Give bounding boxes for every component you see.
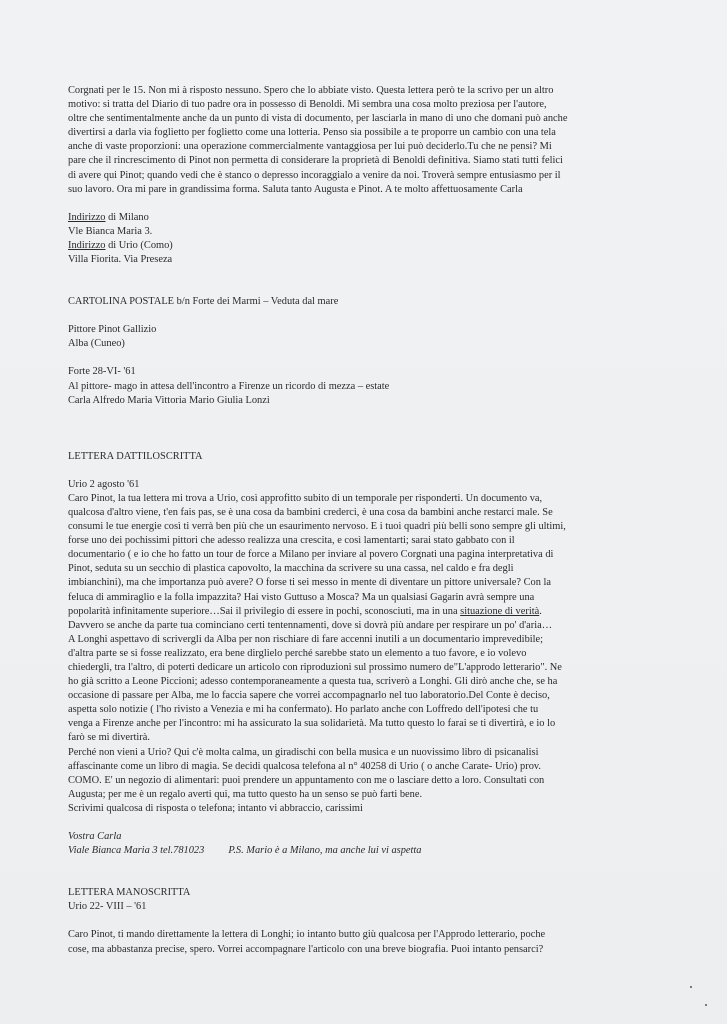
postcard-date: Forte 28-VI- '61: [68, 366, 136, 378]
verita-pre: popolarità infinitamente superiore…Sai il privilegio di essere in pochi, sconosciuti, ma in una: [68, 605, 461, 617]
verita-underlined: situazione di verità: [460, 605, 540, 617]
typed-letter-line: aspetta solo notizie ( l'ho rivisto a Venezia e mi ha confermato). Ho parlato anche con Loffredo dell'ipotesi che tu: [68, 704, 539, 716]
postcard-recipient-city: Alba (Cuneo): [68, 338, 125, 350]
address-urio-street: Villa Fiorita. Via Preseza: [68, 254, 173, 266]
typed-letter-line: Davvero se anche da parte tua cominciano certi tentennamenti, dove si dovrà più andare per respirare un po' d'aria…: [68, 619, 553, 631]
letter-1-line: motivo: si tratta del Diario di tuo padre ora in possesso di Benoldi. Mi sembra una cosa molto preziosa per l'autore,: [68, 99, 547, 111]
letter-1-line: Corgnati per le 15. Non mi à risposto nessuno. Spero che lo abbiate visto. Questa lettera però te la scrivo per un altro: [68, 85, 554, 96]
typed-letter-line: qualcosa d'altro viene, t'en fais pas, se è una cosa da bambini crederci, è una cosa da bambini anche restarci male. Se: [68, 506, 553, 518]
postcard-recipient-name: Pittore Pinot Gallizio: [68, 324, 157, 336]
typed-letter-address-ps: [68, 844, 677, 858]
typed-letter-body-a: [68, 492, 677, 605]
typed-letter-line: A Longhi aspettavo di scrivergli da Alba per non rischiare di fare accenni inutili a un documentario imprevedibile;: [68, 633, 544, 645]
letter-1-line: divertirsi a darla via foglietto per foglietto come una lotteria. Penso sia possibile a te proporre un cambio con una tela: [68, 127, 556, 139]
typed-letter-line: chiedergli, tra l'altro, di poterti dedicare un articolo con riproduzioni sul prossimo numero de"L'approdo letterario". Ne: [68, 662, 562, 673]
typed-letter-line: forse uno dei pochissimi pittori che adesso realizza una crescita, e così lamentarti; sarai stato gabbato con il: [68, 535, 515, 547]
address-label-urio: Indirizzo: [68, 239, 106, 251]
handwritten-letter-body: [68, 928, 677, 956]
address-urio: [68, 239, 677, 253]
typed-letter-line: ho già scritto a Leone Piccioni; adesso contemporaneamente a questa tua, scriverò a Longhi. Gli dirò anche che, se ha: [68, 676, 558, 688]
address-milano: [68, 211, 677, 225]
paper-speck: [690, 986, 692, 988]
address-label-milano-rest: di Milano: [105, 211, 149, 223]
typed-letter-address: Viale Bianca Maria 3 tel.781023: [68, 845, 205, 857]
typed-letter-date: Urio 2 agosto '61: [68, 478, 140, 490]
typed-letter-line: Augusta; per me è un regalo averti qui, ma tutto questo ha un senso se può farti bene.: [68, 788, 423, 800]
handwritten-letter-date: Urio 22- VIII – '61: [68, 901, 147, 913]
verita-post: .: [539, 605, 542, 617]
handwritten-letter-section: [68, 886, 677, 956]
address-block: [68, 211, 677, 267]
typed-letter-line: farò se mi divertirà.: [68, 732, 150, 744]
typed-letter-heading: LETTERA DATTILOSCRITTA: [68, 450, 203, 462]
typed-letter-postscript: P.S. Mario è a Milano, ma anche lui vi aspetta: [228, 845, 422, 857]
typed-letter-line: COMO. E' un negozio di alimentari: puoi prendere un appuntamento con me o lasciare detto a loro. Consultati con: [68, 774, 545, 786]
typed-letter-section: [68, 450, 677, 859]
typed-letter-line: occasione di passare per Alba, me lo faccia sapere che vorrei accompagnarlo nel tuo laboratorio.Del Conte è deciso,: [68, 690, 550, 702]
handwritten-letter-heading: LETTERA MANOSCRITTA: [68, 887, 191, 899]
typed-letter-line: feluca di ammiraglio e la folla impazzita? Hai visto Guttuso a Mosca? Ma un qualsiasi Gagarin avrà sempre una: [68, 591, 535, 603]
typed-letter-line: Pinot, seduta su un secchio di plastica capovolto, la macchina da scrivere su una cassa, nel caldo e fra degli: [68, 563, 514, 575]
typed-letter-signature: Vostra Carla: [68, 831, 122, 843]
typed-letter-line: venga a Firenze anche per l'incontro: mi ha assicurato la sua solidarietà. Ma tutto questo lo farai se ti divertirà, e io lo: [68, 718, 556, 730]
typed-letter-line: consumi le tue energie così ti verrà ben più che un esaurimento nervoso. E i tuoi quadri più belli sono sempre gli ultimi,: [68, 521, 566, 533]
typed-letter-body-c: [68, 619, 677, 816]
handwritten-letter-line: Caro Pinot, ti mando direttamente la lettera di Longhi; io intanto butto giù qualcosa per l'Approdo letterario, poche: [68, 929, 546, 941]
address-label-milano: Indirizzo: [68, 211, 106, 223]
letter-1-line: di avere qui Pinot; quando vedi che è stanco o depresso incoraggialo a venire da noi. Troverà sempre entusiasmo per il: [68, 169, 561, 181]
letter-1-line: oltre che sentimentalmente anche da un punto di vista di documento, per lasciarla in mano di uno che domani può anche: [68, 113, 568, 125]
typed-letter-line: documentario ( e io che ho fatto un tour de force a Milano per inviare al povero Corgnati una pagina interpretativa di: [68, 549, 554, 561]
postcard-section: [68, 295, 677, 408]
letter-1-body: [68, 84, 677, 197]
address-milano-street: Vle Bianca Maria 3.: [68, 225, 153, 237]
postcard-signatures: Carla Alfredo Maria Vittoria Mario Giulia Lonzi: [68, 394, 270, 406]
typed-letter-line: Scrivimi qualcosa di risposta o telefona; intanto vi abbraccio, carissimi: [68, 802, 363, 814]
typed-letter-line: affascinante come un libro di magia. Se decidi qualcosa telefona al n° 40258 di Urio ( o anche Carate- Urio) prov.: [68, 760, 542, 772]
letter-1-line: pare che il rincrescimento di Pinot non permetta di considerare la proprietà di Benoldi definitiva. Siamo stati tutti felici: [68, 155, 563, 167]
postcard-message: Al pittore- mago in attesa dell'incontro a Firenze un ricordo di mezza – estate: [68, 380, 390, 392]
paper-speck: [705, 1004, 707, 1006]
typed-letter-line: imbianchini), ma che importanza può avere? O forse ti sei messo in mente di diventare un pittore universale? Con la: [68, 577, 552, 589]
typed-letter-line: Caro Pinot, la tua lettera mi trova a Urio, così approfitto subito di un temporale per risponderti. Un documento va,: [68, 492, 543, 504]
letter-1-line: anche di vaste proporzioni: una operazione commercialmente vantaggiosa per lui può deciderlo.Tu che ne pensi? Mi: [68, 141, 552, 153]
address-label-urio-rest: di Urio (Como): [105, 239, 173, 251]
typed-letter-line-verita: [68, 605, 677, 619]
typed-letter-line: Perché non vieni a Urio? Qui c'è molta calma, un giradischi con bella musica e un nuovissimo libro di psicanalisi: [68, 746, 539, 758]
postcard-heading: CARTOLINA POSTALE b/n Forte dei Marmi – Veduta dal mare: [68, 296, 339, 308]
handwritten-letter-line: cose, ma abbastanza precise, spero. Vorrei accompagnare l'articolo con una breve biografia. Puoi intanto pensarci?: [68, 943, 544, 955]
letter-1-line: suo lavoro. Ora mi pare in grandissima forma. Saluta tanto Augusta e Pinot. A te molto affettuosamente Carla: [68, 183, 523, 195]
typed-letter-line: d'altra parte se si fosse realizzato, era bene dirglielo perché sarebbe stato un elemento a tuo favore, e io volevo: [68, 647, 527, 659]
